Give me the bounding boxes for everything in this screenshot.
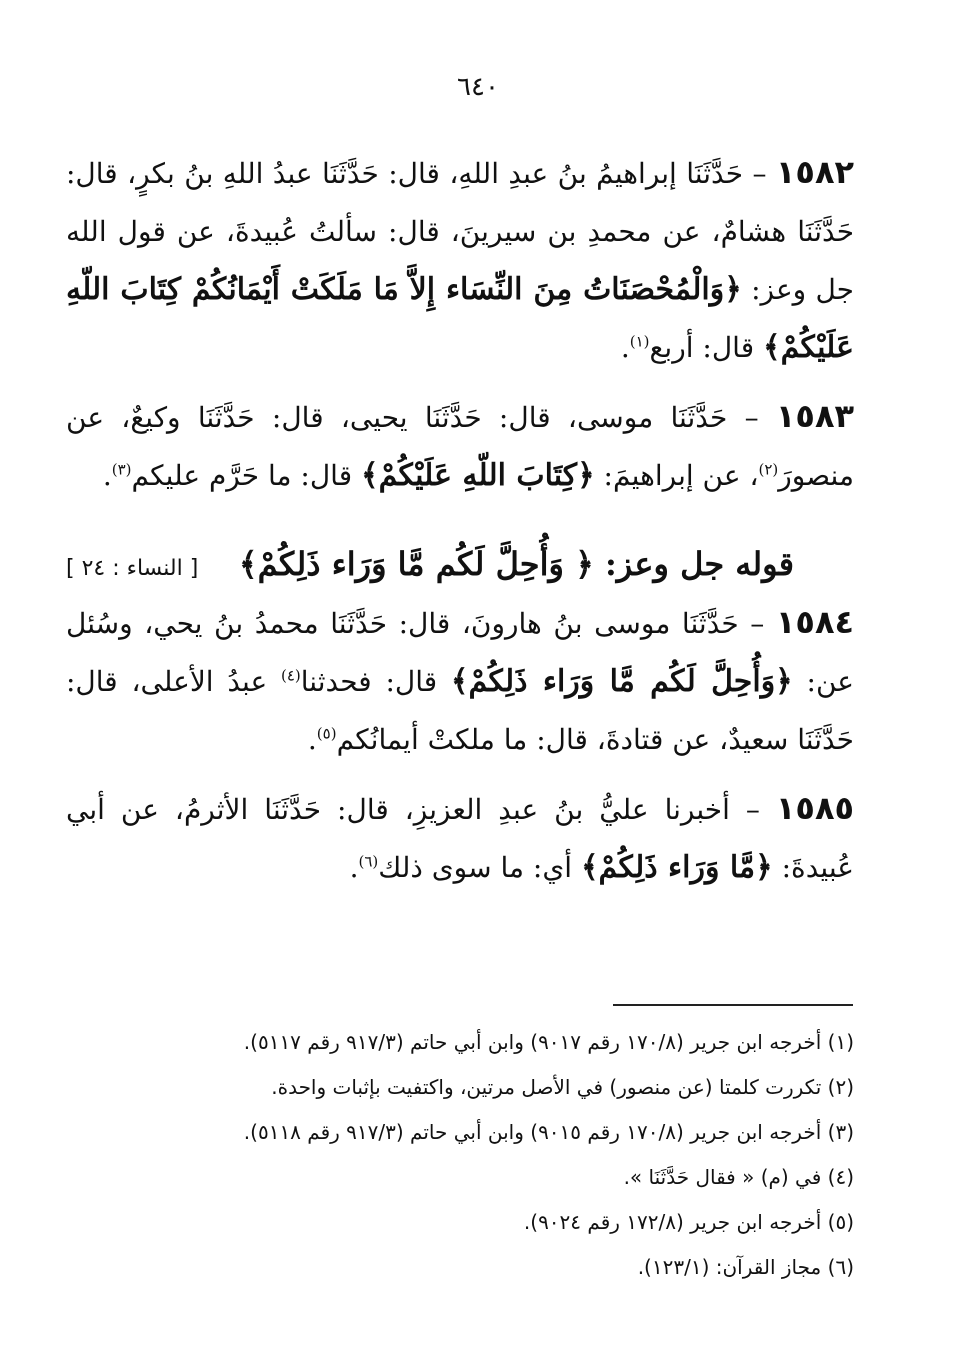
footnote-item: (٤) في (م) « فقال حَدَّثَنَا ». — [623, 1165, 854, 1189]
hadith-text: ، عن إبراهيمَ: — [594, 459, 759, 492]
footnote-item: (٥) أخرجه ابن جرير (١٧٢/٨ رقم ٩٠٢٤). — [523, 1210, 854, 1234]
hadith-text: عبدُ الأعلى، قال: حَدَّثَنَا سعيدٌ، عن قتادةَ، قال: ما ملكتْ أيمانُكم — [66, 665, 854, 756]
footnote-item: (٢) تكررت كلمتا (عن منصور) في الأصل مرتين، واكتفيت بإثبات واحدة. — [271, 1075, 854, 1099]
heading-title: قوله جل وعز: ﴿ وَأُحِلَّ لَكُم مَّا وَرَاء ذَلِكُمْ﴾ — [238, 545, 794, 583]
footnote-item: (١) أخرجه ابن جرير (١٧٠/٨ رقم ٩٠١٧) وابن أبي حاتم (٩١٧/٣ رقم ٥١١٧). — [243, 1030, 854, 1054]
footnote-ref: (٢) — [758, 460, 779, 479]
hadith-text: . — [349, 851, 359, 884]
hadith-text: . — [307, 723, 317, 756]
hadith-number: ١٥٨٢ — [775, 153, 854, 191]
footnote-ref: (٦) — [358, 852, 379, 871]
hadith-text: قال: أربع — [649, 331, 763, 364]
hadith-number: ١٥٨٤ — [775, 603, 854, 641]
footnote-divider — [613, 1004, 853, 1006]
footnotes-list — [66, 1020, 854, 1290]
footnote-ref: (٥) — [316, 724, 337, 743]
verse-heading — [66, 535, 854, 593]
footnote-ref: (١) — [629, 332, 650, 351]
hadith-text: قال: ما حَرَّم عليكم — [131, 459, 361, 492]
hadith-number: ١٥٨٣ — [775, 397, 854, 435]
footnote-ref: (٤) — [280, 666, 301, 685]
hadith-1582 — [66, 143, 854, 377]
hadith-1584 — [66, 593, 854, 769]
surah-reference: [ النساء : ٢٤ ] — [66, 556, 199, 581]
hadith-1585 — [66, 779, 854, 897]
hadith-text: – حَدَّثَنَا موسى، قال: حَدَّثَنَا يحيى، قال: حَدَّثَنَا وكيعٌ، عن منصورَ — [66, 401, 854, 492]
footnote-item: (٦) مجاز القرآن: (١٢٣/١). — [637, 1255, 854, 1279]
hadith-text: – أخبرنا عليُّ بنُ عبدِ العزيزِ، قال: حَدَّثَنَا الأثرمُ، عن أبي عُبيدةَ: — [66, 793, 854, 884]
hadith-text: – حَدَّثَنَا موسى بنُ هارونَ، قال: حَدَّثَنَا محمدُ بنُ يحي، وسُئل عن: — [66, 607, 854, 698]
page-number: ٦٤٠ — [457, 72, 499, 102]
hadith-text: . — [620, 331, 630, 364]
quran-verse: ﴿مَّا وَرَاء ذَلِكُمْ﴾ — [580, 850, 773, 885]
footnote-item: (٣) أخرجه ابن جرير (١٧٠/٨ رقم ٩٠١٥) وابن أبي حاتم (٩١٧/٣ رقم ٥١١٨). — [243, 1120, 854, 1144]
footnote-ref: (٣) — [111, 460, 132, 479]
hadith-text: أي: ما سوى ذلك — [378, 851, 581, 884]
hadith-text: قال: فحدثنا — [300, 665, 451, 698]
main-text — [66, 143, 854, 907]
hadith-number: ١٥٨٥ — [775, 789, 854, 827]
quran-verse: ﴿وَأُحِلَّ لَكُم مَّا وَرَاء ذَلِكُمْ﴾ — [450, 664, 793, 699]
hadith-text: . — [102, 459, 112, 492]
quran-verse: ﴿كِتَابَ اللّهِ عَلَيْكُمْ﴾ — [360, 458, 595, 493]
quran-verse: ﴿وَالْمُحْصَنَاتُ مِنَ النِّسَاء إِلاَّ مَا مَلَكَتْ أَيْمَانُكُمْ كِتَابَ اللّهِ عَلَيْكُمْ﴾ — [66, 272, 854, 365]
hadith-text: – حَدَّثَنَا إبراهيمُ بنُ عبدِ اللهِ، قال: حَدَّثَنَا عبدُ اللهِ بنُ بكرٍ، قال: حَدَّثَنَا هشامٌ، عن محمدِ بن سيرينَ، قال: سألتُ عُبيدةَ، عن قول الله جل وعز: — [66, 157, 854, 306]
hadith-1583 — [66, 387, 854, 505]
